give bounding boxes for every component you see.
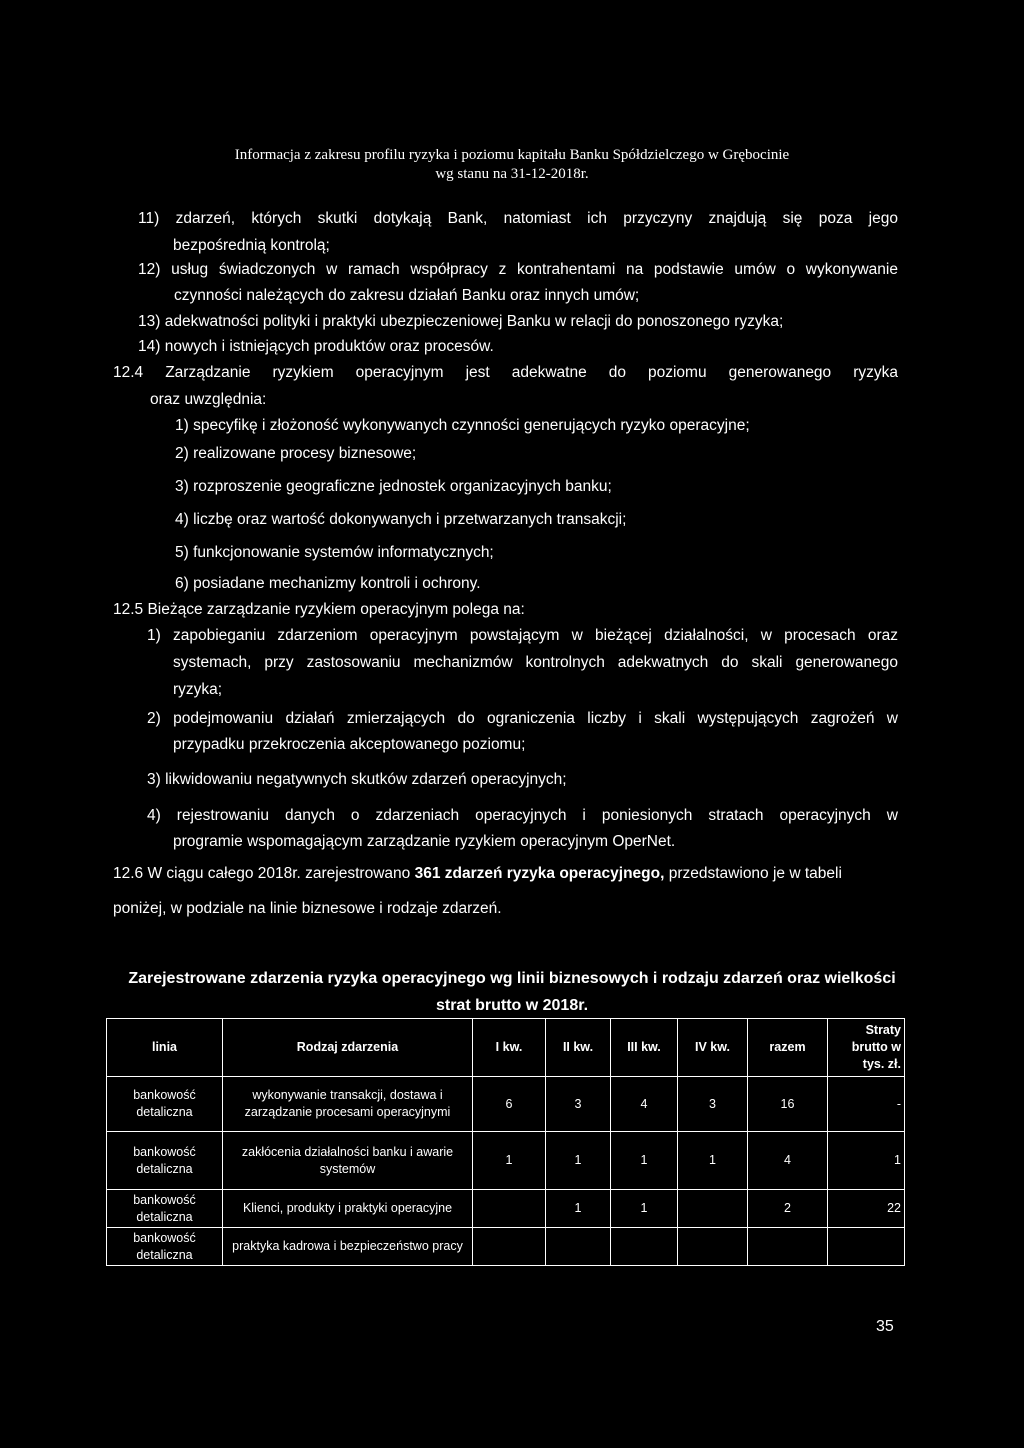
cell-q1 (473, 1228, 546, 1266)
cell-q1: 1 (473, 1132, 546, 1190)
cell-rodzaj: Klienci, produkty i praktyki operacyjne (223, 1190, 473, 1228)
page-number: 35 (876, 1318, 894, 1335)
header-q2: II kw. (546, 1019, 611, 1077)
events-table (106, 1018, 905, 1266)
section-12-5-item-3: 3) likwidowaniu negatywnych skutków zdarzeń operacyjnych; (147, 771, 567, 788)
header-rodzaj: Rodzaj zdarzenia (223, 1019, 473, 1077)
section-12-6-line-1 (113, 864, 842, 884)
item-14: 14) nowych i istniejących produktów oraz procesów. (138, 338, 494, 355)
header-line-1: Informacja z zakresu profilu ryzyka i poziomu kapitału Banku Spółdzielczego w Grębocinie (234, 147, 790, 163)
cell-linia: bankowość detaliczna (107, 1077, 223, 1132)
section-12-5-title: 12.5 Bieżące zarządzanie ryzykiem operacyjnym polega na: (113, 601, 525, 618)
section-12-5-item-2-line-2: przypadku przekroczenia akceptowanego poziomu; (173, 736, 526, 753)
table-row (107, 1077, 905, 1132)
section-12-4-item: 3) rozproszenie geograficzne jednostek organizacyjnych banku; (175, 478, 612, 495)
cell-razem: 16 (748, 1077, 828, 1132)
item-11-line-2: bezpośrednią kontrolą; (173, 237, 330, 254)
cell-q1: 6 (473, 1077, 546, 1132)
section-12-5-item-2-line-1: 2) podejmowaniu działań zmierzających do ograniczenia liczby i skali występujących zagrożeń w (147, 710, 898, 727)
header-straty: Straty brutto w tys. zł. (828, 1019, 905, 1077)
section-12-4-line-2: oraz uwzględnia: (150, 391, 267, 408)
page-header (0, 146, 1024, 184)
cell-razem: 4 (748, 1132, 828, 1190)
cell-q2 (546, 1228, 611, 1266)
table-row (107, 1132, 905, 1190)
cell-straty (828, 1228, 905, 1266)
header-q3: III kw. (611, 1019, 678, 1077)
cell-q2: 1 (546, 1132, 611, 1190)
cell-q2: 3 (546, 1077, 611, 1132)
section-12-4-item: 2) realizowane procesy biznesowe; (175, 445, 417, 462)
cell-linia: bankowość detaliczna (107, 1228, 223, 1266)
header-linia: linia (107, 1019, 223, 1077)
item-11-line-1: 11) zdarzeń, których skutki dotykają Bank, natomiast ich przyczyny znajdują się poza jego (138, 210, 898, 227)
header-q4: IV kw. (678, 1019, 748, 1077)
cell-q4 (678, 1228, 748, 1266)
table-header-row (107, 1019, 905, 1077)
section-12-4-item: 1) specyfikę i złożoność wykonywanych czynności generujących ryzyko operacyjne; (175, 417, 750, 434)
cell-q3: 1 (611, 1190, 678, 1228)
cell-q2: 1 (546, 1190, 611, 1228)
section-12-6-highlight: 361 zdarzeń ryzyka operacyjnego, (414, 865, 665, 882)
cell-rodzaj: praktyka kadrowa i bezpieczeństwo pracy (223, 1228, 473, 1266)
section-12-5-item-4-line-2: programie wspomagającym zarządzanie ryzykiem operacyjnym OperNet. (173, 833, 676, 850)
cell-straty: - (828, 1077, 905, 1132)
cell-q4 (678, 1190, 748, 1228)
item-12-line-1: 12) usług świadczonych w ramach współpracy z kontrahentami na podstawie umów o wykonywanie (138, 261, 898, 278)
cell-q4: 1 (678, 1132, 748, 1190)
cell-rodzaj: wykonywanie transakcji, dostawa i zarządzanie procesami operacyjnymi (223, 1077, 473, 1132)
cell-q3 (611, 1228, 678, 1266)
section-12-5-item-1-line-3: ryzyka; (173, 681, 223, 698)
header-line-2: wg stanu na 31-12-2018r. (435, 166, 589, 182)
section-12-6-text-a: 12.6 W ciągu całego 2018r. zarejestrowano (113, 865, 415, 882)
header-q1: I kw. (473, 1019, 546, 1077)
section-12-6-text-c: przedstawiono je w tabeli (664, 865, 842, 882)
section-12-5-item-1-line-2: systemach, przy zastosowaniu mechanizmów kontrolnych adekwatnych do skali generowanego (173, 654, 898, 671)
table-title-line-2: strat brutto w 2018r. (435, 997, 589, 1014)
cell-straty: 1 (828, 1132, 905, 1190)
section-12-5-item-4-line-1: 4) rejestrowaniu danych o zdarzeniach operacyjnych i poniesionych stratach operacyjnych w (147, 807, 898, 824)
cell-linia: bankowość detaliczna (107, 1190, 223, 1228)
section-12-4-item: 4) liczbę oraz wartość dokonywanych i przetwarzanych transakcji; (175, 511, 627, 528)
cell-razem: 2 (748, 1190, 828, 1228)
section-12-5-item-1-line-1: 1) zapobieganiu zdarzeniom operacyjnym powstającym w bieżącej działalności, w procesach oraz (147, 627, 898, 644)
cell-q3: 1 (611, 1132, 678, 1190)
cell-rodzaj: zakłócenia działalności banku i awarie systemów (223, 1132, 473, 1190)
cell-straty: 22 (828, 1190, 905, 1228)
table-title-line-1: Zarejestrowane zdarzenia ryzyka operacyjnego wg linii biznesowych i rodzaju zdarzeń oraz wielkości (128, 970, 896, 987)
cell-q4: 3 (678, 1077, 748, 1132)
section-12-6-line-2: poniżej, w podziale na linie biznesowe i rodzaje zdarzeń. (113, 900, 502, 917)
cell-razem (748, 1228, 828, 1266)
section-12-4-item: 5) funkcjonowanie systemów informatycznych; (175, 544, 494, 561)
item-12-line-2: czynności należących do zakresu działań Banku oraz innych umów; (174, 287, 640, 304)
table-row (107, 1190, 905, 1228)
section-12-4-item: 6) posiadane mechanizmy kontroli i ochrony. (175, 575, 481, 592)
table-row (107, 1228, 905, 1266)
item-13: 13) adekwatności polityki i praktyki ubezpieczeniowej Banku w relacji do ponoszonego ryzyka; (138, 313, 784, 330)
cell-q3: 4 (611, 1077, 678, 1132)
header-razem: razem (748, 1019, 828, 1077)
cell-linia: bankowość detaliczna (107, 1132, 223, 1190)
cell-q1 (473, 1190, 546, 1228)
section-12-4-line-1: 12.4 Zarządzanie ryzykiem operacyjnym jest adekwatne do poziomu generowanego ryzyka (113, 364, 898, 381)
